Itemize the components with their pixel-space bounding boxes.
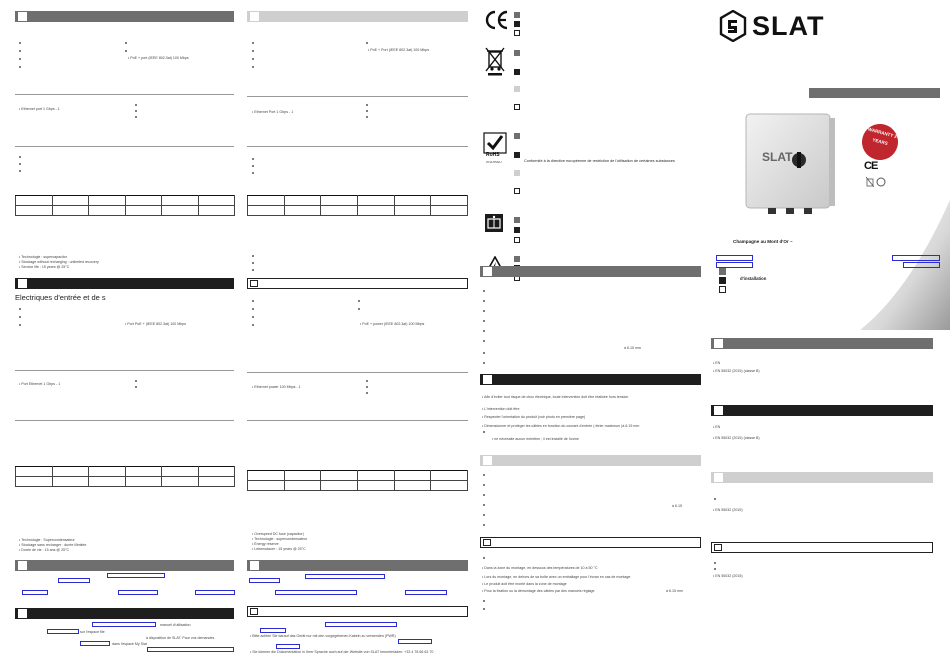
instruction-text: • ne nécessite aucun entretien ; il est installé de l'usine xyxy=(492,437,579,441)
tech-spec: • Stockage sans recharger : durée illimitée xyxy=(19,543,87,547)
bullet xyxy=(19,324,21,326)
manual-text: manuel d'utilisation xyxy=(160,623,191,627)
legend-square xyxy=(514,69,520,75)
legend-square xyxy=(719,268,726,275)
bullet xyxy=(252,66,254,68)
bullet xyxy=(483,514,485,516)
link[interactable] xyxy=(58,578,90,583)
bullet xyxy=(366,116,368,118)
legend-square xyxy=(719,286,726,293)
warranty-badge-text: WARRANTY 2 YEARS xyxy=(867,126,898,146)
link[interactable] xyxy=(80,641,110,646)
link[interactable] xyxy=(22,590,48,595)
legend-square xyxy=(514,152,520,158)
bullet xyxy=(125,42,127,44)
bullet xyxy=(366,42,368,44)
note-text: • Bitte achten Sie darauf das Gerät nur mit den vorgegebenen Kabeln zu verwenden (PWR) xyxy=(250,634,396,638)
legend-square xyxy=(514,237,520,243)
brand-logo-text: SLAT xyxy=(752,11,825,41)
standard-line: • EN 55032 (2015) (classe B) xyxy=(713,369,760,373)
section-header xyxy=(711,405,933,416)
bullet xyxy=(125,50,127,52)
bullet xyxy=(483,608,485,610)
bullet xyxy=(19,58,21,60)
support-text: dans l'espace My Slat xyxy=(112,642,147,646)
bullet xyxy=(19,42,21,44)
cover-band xyxy=(809,88,940,98)
request-text: sur l'espace file xyxy=(80,630,105,634)
poe-spec: • PoE + port (IEEE 802.3at) 100 Mbps xyxy=(128,56,189,60)
bullet xyxy=(252,42,254,44)
poe-spec: • Port PoE + (IEEE 802.3at) 100 Mbps xyxy=(125,322,187,326)
tech-spec: • Lebensdauer : 15 years @ 25°C xyxy=(252,547,306,551)
bullet xyxy=(252,50,254,52)
bullet xyxy=(483,362,485,364)
bullet xyxy=(135,380,137,382)
legend-square xyxy=(514,170,520,176)
bullet xyxy=(358,308,360,310)
instruction-text: • L'intervention doit être xyxy=(482,407,520,411)
bullet xyxy=(252,269,254,271)
poe-spec: • PoE + Port (IEEE 802.3at) 100 Mbps xyxy=(368,48,430,52)
legend-square xyxy=(514,227,520,233)
legend-square xyxy=(514,50,520,56)
divider xyxy=(247,420,468,421)
link[interactable] xyxy=(47,629,79,634)
spec-table xyxy=(247,195,468,216)
instruction-text: • Afin d'éviter tout risque de choc électrique, toute intervention doit être réalisée hors tension xyxy=(482,395,629,399)
address-text: Champagne au Mont d'Or – xyxy=(733,239,793,244)
bullet xyxy=(252,58,254,60)
recycle-icon xyxy=(876,174,886,184)
bullet xyxy=(366,104,368,106)
dimension-text: à 6.15 mm xyxy=(666,589,683,593)
legend-square xyxy=(514,188,520,194)
note-text: • Sie können die Dokumentation in Ihrer Sprache auch auf der Website von SLAT herunterladen: +33 4 78 66 63 70 xyxy=(250,650,434,654)
bullet xyxy=(483,524,485,526)
bullet xyxy=(252,308,254,310)
warranty-badge xyxy=(858,120,902,164)
legend-square xyxy=(514,133,520,139)
legend-square xyxy=(514,104,520,110)
link[interactable] xyxy=(92,622,156,627)
weee-small-icon xyxy=(866,174,874,184)
bullet xyxy=(358,300,360,302)
section-header xyxy=(480,266,701,277)
legend-square xyxy=(514,256,520,262)
section-header xyxy=(15,608,234,619)
bullet xyxy=(366,386,368,388)
standard-line: • EN 55032 (2015) xyxy=(713,508,743,512)
bullet xyxy=(19,50,21,52)
link[interactable] xyxy=(147,647,234,652)
legend-square xyxy=(514,217,520,223)
bullet xyxy=(714,498,716,500)
legend-square xyxy=(719,277,726,284)
instruction-text: • Pour la fixation ou la démontage des câbles par des manuels réglage xyxy=(482,589,595,593)
tech-spec: • Overspeed DC fuse (capacitor) xyxy=(252,532,304,536)
rohs-label: RoHS xyxy=(486,152,500,158)
bullet xyxy=(483,557,485,559)
section-header xyxy=(711,338,933,349)
section-header xyxy=(480,537,701,548)
tech-spec: • Technologie : supercondensateur xyxy=(252,537,308,541)
bullet xyxy=(483,484,485,486)
conformity-text: Conformité à la directive européenne de restriction de l'utilisation de certaines substances xyxy=(524,159,675,163)
standard-line: • EN 55032 (2015) xyxy=(713,574,743,578)
bullet xyxy=(19,66,21,68)
instruction-text: • Dans la zone du montage, en dessous des températures de 10 à 50 °C xyxy=(482,566,598,570)
ethernet-spec: • Ethernet port 1 Gbps - 1 xyxy=(19,107,60,111)
divider xyxy=(247,96,468,97)
bullet xyxy=(483,290,485,292)
bullet xyxy=(366,110,368,112)
link[interactable] xyxy=(892,255,940,261)
bullet xyxy=(135,386,137,388)
legend-square xyxy=(514,12,520,18)
spec-table xyxy=(247,470,468,491)
bullet xyxy=(483,310,485,312)
divider xyxy=(247,146,468,147)
link[interactable] xyxy=(195,590,235,595)
bullet xyxy=(252,300,254,302)
bullet xyxy=(714,568,716,570)
section-header xyxy=(711,542,933,553)
legend-square xyxy=(514,21,520,27)
bullet xyxy=(483,300,485,302)
tech-spec: • Service life : 15 years @ 25°C xyxy=(19,265,70,269)
section-header xyxy=(247,606,468,617)
instruction-text: • Lors du montage, en dehors de sa boîte avec un emballage pour l'écran en cas de montage xyxy=(482,575,631,579)
link[interactable] xyxy=(716,255,753,261)
link[interactable] xyxy=(325,622,397,627)
tech-spec: • Energy reserve xyxy=(252,542,279,546)
weee-bin-icon xyxy=(484,46,506,76)
dimension-text: à 6.15 xyxy=(672,504,682,508)
instruction-text: • Le produit doit être monté dans la zone de montage xyxy=(482,582,567,586)
bullet xyxy=(19,170,21,172)
legend-square xyxy=(514,86,520,92)
bullet xyxy=(135,116,137,118)
section-header xyxy=(15,560,234,571)
link[interactable] xyxy=(903,262,940,268)
bullet xyxy=(19,308,21,310)
section-header xyxy=(480,374,701,385)
support-text: à disposition de SLAT. Pour vos demandes xyxy=(146,636,215,640)
bullet xyxy=(483,330,485,332)
link[interactable] xyxy=(260,628,286,633)
ce-mark-small-icon: CE xyxy=(864,160,878,172)
bullet xyxy=(366,380,368,382)
product-image xyxy=(738,112,838,216)
install-label: d'installation xyxy=(740,276,767,281)
tech-spec: • Technologie : supercapacitor xyxy=(19,255,67,259)
ethernet-spec: • Ethernet Port 1 Gbps - 1 xyxy=(252,110,294,114)
tech-spec: • Durée de vie : 15 ans @ 25°C xyxy=(19,548,70,552)
dimension-text: à 6.15 mm xyxy=(624,346,641,350)
link[interactable] xyxy=(276,644,300,649)
standard-line: • EN xyxy=(713,425,721,429)
section-header xyxy=(247,560,468,571)
bullet xyxy=(19,163,21,165)
bullet xyxy=(483,504,485,506)
section-header xyxy=(480,455,701,466)
ethernet-spec: • Port Ethernet 1 Gbps - 1 xyxy=(19,382,61,386)
link[interactable] xyxy=(249,578,280,583)
bullet xyxy=(252,262,254,264)
bullet xyxy=(19,316,21,318)
manual-book-icon xyxy=(484,213,504,233)
slat-logo-icon xyxy=(719,10,747,42)
link[interactable] xyxy=(405,590,447,595)
spec-table xyxy=(15,466,235,487)
section-header xyxy=(711,472,933,483)
section-header xyxy=(247,11,468,22)
bullet xyxy=(252,158,254,160)
bullet xyxy=(483,320,485,322)
poe-spec: • PoE + power (IEEE 802.3at) 100 Mbps xyxy=(360,322,425,326)
bullet xyxy=(19,156,21,158)
link[interactable] xyxy=(107,573,165,578)
section-header xyxy=(15,11,234,22)
instruction-text: • Respecter l'orientation du produit (voir photo en première page) xyxy=(482,415,586,419)
ethernet-spec: • Ethernet power 100 Mbps - 1 xyxy=(252,385,301,389)
standard-line: • EN 55032 (2015) (classe B) xyxy=(713,436,760,440)
tech-spec: • Stockage without recharging : unlimited recovery xyxy=(19,260,99,264)
link[interactable] xyxy=(305,574,385,579)
divider xyxy=(15,146,234,147)
bullet xyxy=(135,110,137,112)
bullet xyxy=(252,324,254,326)
legend-square xyxy=(514,30,520,36)
section-header xyxy=(247,278,468,289)
divider xyxy=(247,372,468,373)
bullet xyxy=(135,104,137,106)
standard-line: • EN xyxy=(713,361,721,365)
divider xyxy=(15,420,234,421)
bullet xyxy=(252,255,254,257)
instruction-text: • Dimensionner et protéger les câbles en fonction du courant d'entrée ( étrier maximum )à 6.15 mm xyxy=(482,424,640,428)
rohs-code: 2011/65/EU xyxy=(486,160,502,164)
bullet xyxy=(483,494,485,496)
product-logo-text: SLAT xyxy=(762,150,793,164)
spec-table xyxy=(15,195,235,216)
link[interactable] xyxy=(398,639,432,644)
bullet xyxy=(483,431,485,433)
bullet xyxy=(252,165,254,167)
bullet xyxy=(252,316,254,318)
bullet xyxy=(366,392,368,394)
bullet xyxy=(252,172,254,174)
bullet xyxy=(483,340,485,342)
bullet xyxy=(714,562,716,564)
divider xyxy=(15,370,234,371)
bullet xyxy=(483,600,485,602)
section-header xyxy=(15,278,234,289)
section-title: Electriques d'entrée et de s xyxy=(15,293,106,302)
ce-mark-icon xyxy=(484,9,510,31)
tech-spec: • Technologie : Supercondensateur xyxy=(19,538,75,542)
link[interactable] xyxy=(275,590,357,595)
divider xyxy=(15,94,234,95)
bullet xyxy=(483,474,485,476)
bullet xyxy=(483,352,485,354)
link[interactable] xyxy=(118,590,158,595)
